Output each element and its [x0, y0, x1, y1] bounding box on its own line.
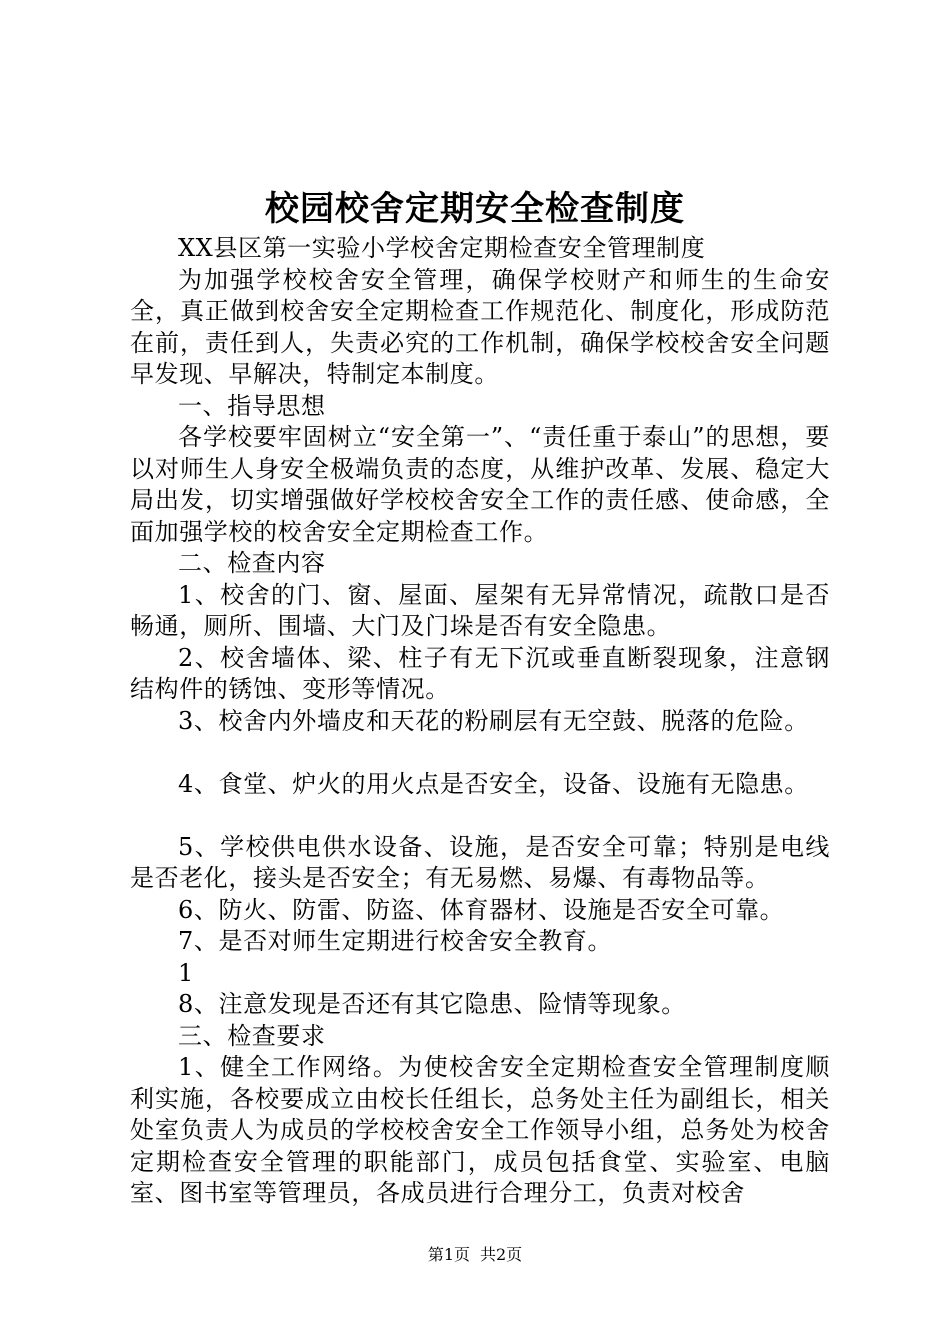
- paragraph-item-3: 3、校舍内外墙皮和天花的粉刷层有无空鼓、脱落的危险。: [178, 706, 809, 735]
- page-footer: [0, 1244, 950, 1266]
- paragraph-item-1: 1、校舍的门、窗、屋面、屋架有无异常情况，疏散口是否畅通，厕所、围墙、大门及门垛是否有安全隐患。: [130, 580, 830, 640]
- page-number-total: 共2页: [480, 1245, 523, 1264]
- paragraph-intro: 为加强学校校舍安全管理，确保学校财产和师生的生命安全，真正做到校舍安全定期检查工作规范化、制度化，形成防范在前，责任到人，失责必究的工作机制，确保学校校舍安全问题早发现、早解决，特制定本制度。: [130, 265, 830, 388]
- paragraph-item-4: 4、食堂、炉火的用火点是否安全，设备、设施有无隐患。: [178, 769, 809, 798]
- paragraph-stray-number: 1: [178, 958, 194, 987]
- paragraph-item-2: 2、校舍墙体、梁、柱子有无下沉或垂直断裂现象，注意钢结构件的锈蚀、变形等情况。: [130, 643, 830, 703]
- heading-inspection-content: 二、检查内容: [178, 549, 326, 577]
- paragraph-item-6: 6、防火、防雷、防盗、体育器材、设施是否安全可靠。: [178, 895, 785, 924]
- paragraph-requirement-1: 1、健全工作网络。为使校舍安全定期检查安全管理制度顺利实施，各校要成立由校长任组长，总务处主任为副组长，相关处室负责人为成员的学校校舍安全工作领导小组，总务处为校舍定期检查安全管理的职能部门，成员包括食堂、实验室、电脑室、图书室等管理员，各成员进行合理分工，负责对校舍: [130, 1053, 830, 1207]
- document-body: [130, 233, 830, 1210]
- paragraph-subtitle: XX县区第一实验小学校舍定期检查安全管理制度: [178, 234, 706, 262]
- paragraph-item-8: 8、注意发现是否还有其它隐患、险情等现象。: [178, 990, 686, 1018]
- document-title: 校园校舍定期安全检查制度: [265, 189, 685, 229]
- page-number-current: 第1页: [427, 1245, 470, 1264]
- heading-inspection-requirements: 三、检查要求: [178, 1021, 326, 1050]
- heading-guiding-ideology: 一、指导思想: [178, 391, 326, 420]
- paragraph-item-7: 7、是否对师生定期进行校舍安全教育。: [178, 927, 613, 955]
- paragraph-item-5: 5、学校供电供水设备、设施，是否安全可靠；特别是电线是否老化，接头是否安全；有无易燃、易爆、有毒物品等。: [130, 832, 830, 892]
- paragraph-guiding-ideology: 各学校要牢固树立“安全第一”、“责任重于泰山”的思想，要以对师生人身安全极端负责的态度，从维护改革、发展、稳定大局出发，切实增强做好学校校舍安全工作的责任感、使命感，全面加强学校的校舍安全定期检查工作。: [130, 423, 830, 546]
